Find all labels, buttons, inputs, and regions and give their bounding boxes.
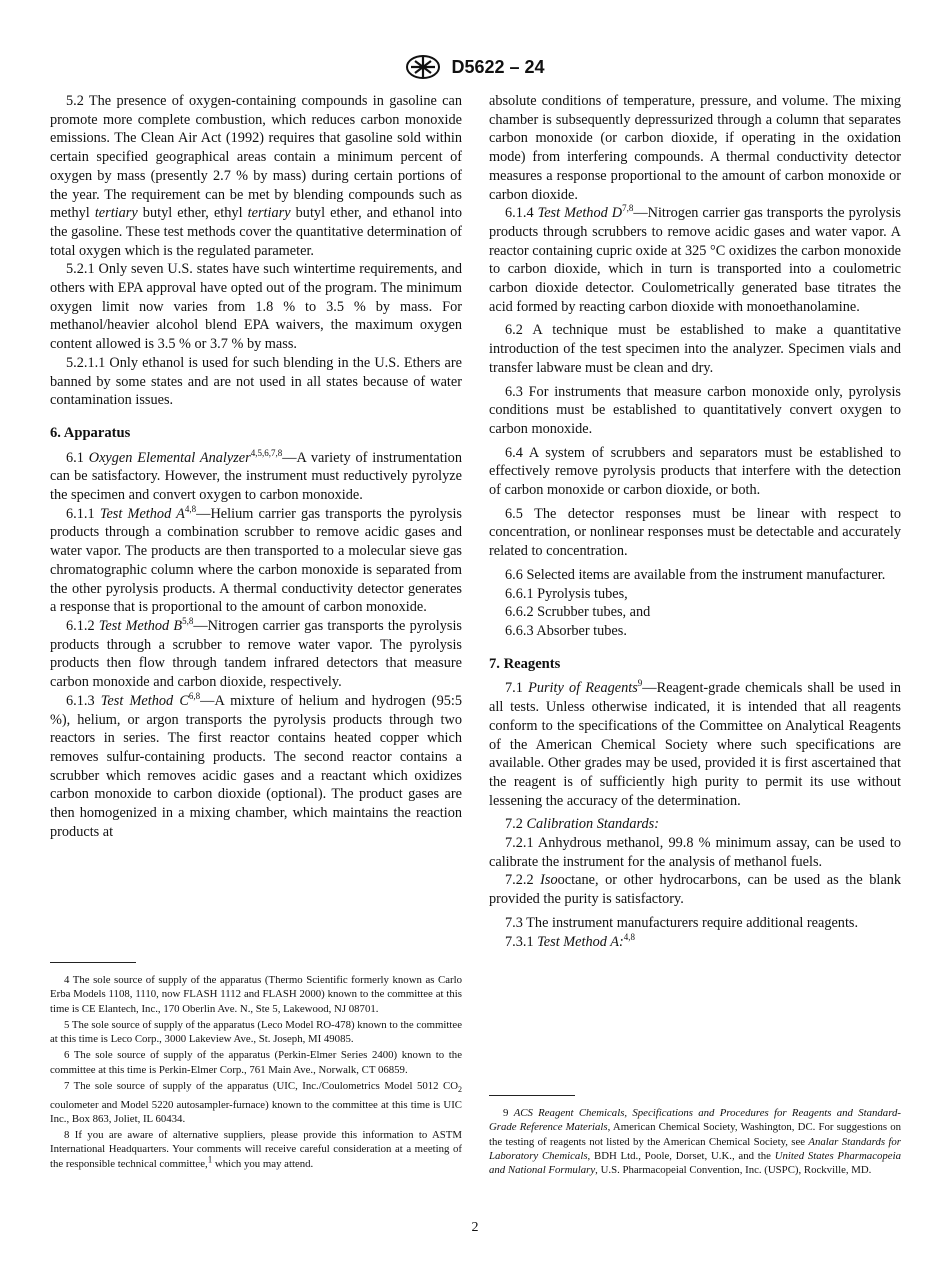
section-6-1-1: 6.1.1 Test Method A$^{4,8}$—Helium carrier gas transports the pyrolysis products through a combination scrubber to remove acidic gases and water vapor. The products are then transported to a molecular sieve gas chromatographic column where the carbon monoxide is separated from the other pyrolysis products. A thermal conductivity detector generates a response that is proportional to the amount of carbon monoxide. bbox=[50, 504, 462, 616]
page-header bbox=[0, 54, 950, 80]
heading-apparatus: 6. Apparatus bbox=[50, 424, 131, 441]
section-6-1-2: 6.1.2 Test Method B$^{5,8}$—Nitrogen carrier gas transports the pyrolysis products through a scrubber to remove water vapor. The pyrolysis products then flow through tandem infrared detectors that measure carbon monoxide and carbon dioxide, respectively. bbox=[50, 616, 462, 691]
footnote-rule bbox=[489, 1095, 575, 1096]
footnote-4: 4 The sole source of supply of the apparatus (Thermo Scientific formerly known as Carlo Erba Models 1108, 1110, now FLASH 1112 and FLASH 2000) known to the committee at this time is CE Elantech, Inc., 170 Oberlin Ave. N., Ste 5, Lakewood, NJ 08701. bbox=[50, 974, 462, 1015]
section-6-3: 6.3 For instruments that measure carbon monoxide only, pyrolysis conditions must be established to quantitatively convert oxygen to carbon monoxide. bbox=[489, 383, 901, 437]
document-designation: D5622 – 24 bbox=[451, 56, 545, 77]
footnote-7: 7 The sole source of supply of the apparatus (UIC, Inc./Coulometrics Model 5012 $CO_2$ coulometer and Model 5220 autosampler-furnace) known to the committee at this time is UIC Inc., Box 863, Joliet, IL 60434. bbox=[50, 1080, 462, 1125]
section-6-1-3-continued: absolute conditions of temperature, pressure, and volume. The mixing chamber is subsequently depressurized through a column that separates carbon monoxide (or carbon dioxide, if operating in the oxidation mode) from interfering compounds. A thermal conductivity detector measures a response proportional to the amount of carbon monoxide or carbon dioxide. bbox=[489, 93, 901, 203]
footnote-6: 6 The sole source of supply of the apparatus (Perkin-Elmer Series 2400) known to the committee at this time is Perkin-Elmer Corp., 761 Main Ave., Norwalk, CT 06859. bbox=[50, 1049, 462, 1076]
section-6-6-2: 6.6.2 Scrubber tubes, and bbox=[505, 604, 651, 621]
section-5-2-1: 5.2.1 Only seven U.S. states have such wintertime requirements, and others with EPA approval have opted out of the program. The minimum oxygen limit now varies from 1.8 % to 3.5 % by mass. For methanol/heavier alcohol blend EPA waivers, the maximum oxygen content allowed is 3.5 % or 3.7 % by mass. bbox=[50, 261, 462, 353]
section-7-1: 7.1 Purity of Reagents$^9$—Reagent-grade chemicals shall be used in all tests. Unless otherwise indicated, it is intended that all reagents conform to the specifications of the Committee on Analytical Reagents of the American Chemical Society where such specifications are available. Other grades may be used, provided it is first ascertained that the reagent is of sufficiently high purity to permit its use without lessening the accuracy of the determination. bbox=[489, 678, 901, 809]
footnote-9: 9 ACS Reagent Chemicals, Specifications and Procedures for Reagents and Standard-Grade Reference Materials, American Chemical Society, Washington, DC. For suggestions on the testing of reagents not listed by the American Chemical Society, see Analar Standards for Laboratory Chemicals, BDH Ltd., Poole, Dorset, U.K., and the United States Pharmacopeia and National Formulary, U.S. Pharmacopeial Convention, Inc. (USPC), Rockville, MD. bbox=[489, 1107, 901, 1177]
section-7-2-1: 7.2.1 Anhydrous methanol, 99.8 % minimum assay, can be used to calibrate the instrument for the analysis of methanol fuels. bbox=[489, 835, 901, 870]
page-number: 2 bbox=[471, 1220, 479, 1235]
section-7-2-2: 7.2.2 Isooctane, or other hydrocarbons, can be used as the blank provided the purity is satisfactory. bbox=[489, 872, 902, 908]
section-6-5: 6.5 The detector responses must be linear with respect to concentration, or nonlinear responses must be detectable and accurately related to concentration. bbox=[489, 505, 901, 560]
footnote-8: 8 If you are aware of alternative suppliers, please provide this information to ASTM International Headquarters. Your comments will receive careful consideration at a meeting of the responsible technical committee,$^1$ which you may attend. bbox=[50, 1129, 462, 1170]
section-6-6-3: 6.6.3 Absorber tubes. bbox=[505, 622, 627, 639]
section-6-6: 6.6 Selected items are available from the instrument manufacturer. bbox=[505, 566, 886, 583]
footnotes-left bbox=[50, 962, 462, 1173]
section-6-1-3: 6.1.3 Test Method C$^{6,8}$—A mixture of helium and hydrogen (95:5 %), helium, or argon transports the pyrolysis products through two reactors in series. The first reactor contains heated copper which removes sulfur-containing products. The second reactor contains a scrubber which removes acidic gases and a reactant which oxidizes carbon monoxide to carbon dioxide (optional). The product gases are then homogenized in a mixing chamber, which maintains the reaction products at bbox=[50, 691, 462, 840]
section-7-3: 7.3 The instrument manufacturers require additional reagents. bbox=[505, 914, 859, 931]
heading-reagents: 7. Reagents bbox=[489, 655, 561, 672]
left-column bbox=[50, 92, 462, 841]
section-6-4: 6.4 A system of scrubbers and separators must be established to effectively remove pyrolysis products that interfere with the detection of carbon monoxide or carbon dioxide, or both. bbox=[489, 444, 901, 499]
section-5-2: 5.2 The presence of oxygen-containing compounds in gasoline can promote more complete combustion, which reduces carbon monoxide emissions. The Clean Air Act (1992) requires that gasoline sold within certain specified geographical areas contain a minimum percent of oxygen by mass (presently 2.7 % by mass) during certain portions of the year. The requirement can be met by blending compounds such as methyl tertiary butyl ether, ethyl tertiary butyl ether, and ethanol into the gasoline. These test methods cover the quantitative determination of total oxygen which is the regulated parameter. bbox=[50, 93, 462, 259]
right-column bbox=[489, 92, 901, 951]
section-6-1: 6.1 Oxygen Elemental Analyzer$^{4,5,6,7,8}$—A variety of instrumentation can be satisfactory. However, the instrument must reductively pyrolyze the specimen and convert oxygen to carbon monoxide. bbox=[50, 447, 462, 504]
footnotes-right bbox=[489, 1095, 901, 1179]
astm-logo-icon bbox=[405, 54, 441, 80]
section-7-2: 7.2 Calibration Standards: bbox=[505, 816, 659, 833]
footnote-5: 5 The sole source of supply of the apparatus (Leco Model RO-478) known to the committee at this time is Leco Corp., 3000 Lakeview Ave., St. Joseph, MI 49085. bbox=[50, 1018, 462, 1046]
section-5-2-1-1: 5.2.1.1 Only ethanol is used for such blending in the U.S. Ethers are banned by some states and are not used in all states because of water contamination issues. bbox=[50, 354, 462, 409]
footnote-rule bbox=[50, 962, 136, 963]
section-6-6-1: 6.6.1 Pyrolysis tubes, bbox=[505, 585, 628, 602]
section-7-3-1: 7.3.1 Test Method A:$^{4,8}$ bbox=[505, 931, 635, 950]
section-6-1-4: 6.1.4 Test Method D$^{7,8}$—Nitrogen carrier gas transports the pyrolysis products through scrubbers to remove acidic gases and water vapor. A reactor containing cupric oxide at 325 °C oxidizes the carbon monoxide to carbon dioxide, which in turn is transported into a coulometric carbon dioxide detector. Coulometrically generated base titrates the acid formed by reacting carbon dioxide with monoethanolamine. bbox=[489, 203, 901, 315]
section-6-2: 6.2 A technique must be established to make a quantitative introduction of the test specimen into the analyzer. Specimen vials and transfer labware must be clean and dry. bbox=[489, 322, 901, 376]
